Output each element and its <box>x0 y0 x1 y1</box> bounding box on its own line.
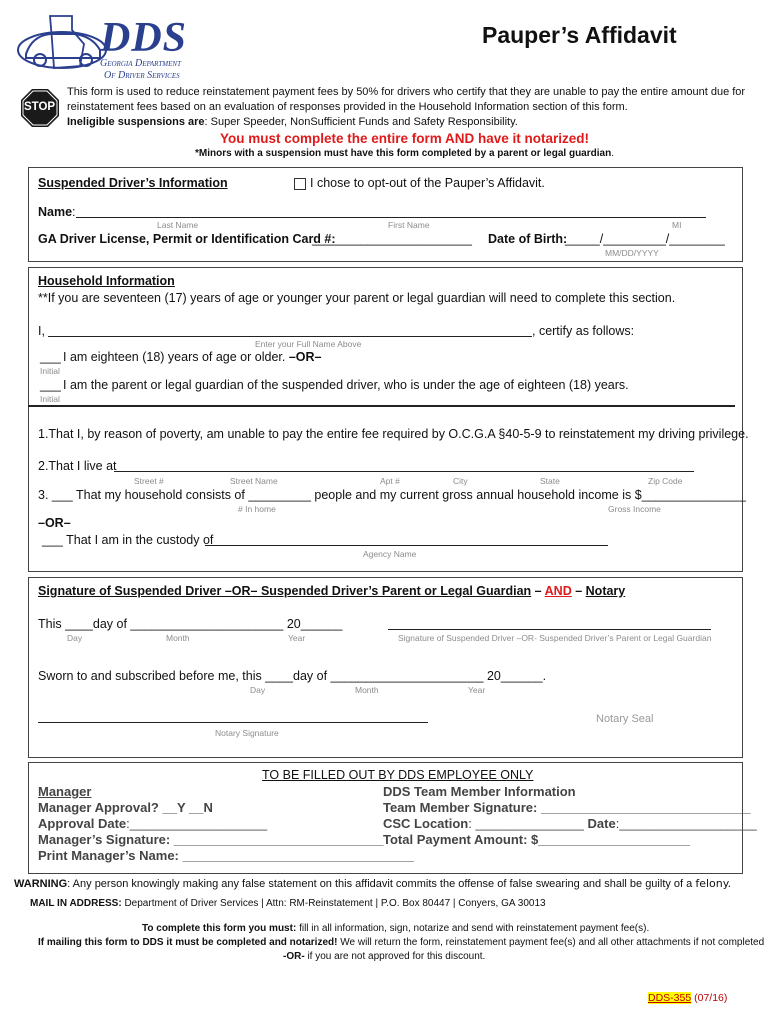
team-heading: DDS Team Member Information <box>383 784 576 799</box>
hint-gross-income: Gross Income <box>608 504 661 514</box>
mailing-text: We will return the form, reinstatement payment fee(s) and all other attachments if not completed <box>340 937 765 948</box>
hint-month-1: Month <box>166 633 190 643</box>
intro-line-1: This form is used to reduce reinstatement payment fees by 50% for drivers who certify that they are unable to pay the entire amount due for <box>67 86 746 98</box>
hint-month-2: Month <box>355 685 379 695</box>
logo-line-2: Of Driver Services <box>104 70 180 81</box>
hint-initial-2: Initial <box>40 394 60 404</box>
hint-state: State <box>540 476 560 486</box>
print-manager-name[interactable]: Print Manager’s Name: ________________________________ <box>38 848 414 863</box>
signature-heading-text: Signature of Suspended Driver –OR– Suspended Driver’s Parent or Legal Guardian <box>38 584 532 598</box>
hint-mi: MI <box>672 220 682 230</box>
license-field[interactable]: _______________________ <box>312 232 472 246</box>
mail-text: Department of Driver Services | Attn: RM-Reinstatement | P.O. Box 80447 | Conyers, GA 30013 <box>124 898 546 909</box>
signature-and: AND <box>544 584 572 598</box>
minors-note-text: *Minors with a suspension must have this form completed by a parent or legal guardian <box>195 148 612 159</box>
team-date-label: Date <box>587 816 616 831</box>
complete-label: To complete this form you must: <box>142 923 297 934</box>
name-label-colon: : <box>72 205 76 219</box>
address-field[interactable] <box>114 471 694 472</box>
signature-dash-2: – <box>575 584 583 598</box>
complete-instructions <box>142 923 649 934</box>
household-section <box>28 267 743 572</box>
not-approved-or: -OR- <box>283 951 305 962</box>
hint-last-name: Last Name <box>157 220 199 230</box>
adult-or: –OR– <box>288 350 322 364</box>
optout-label: I chose to opt-out of the Pauper’s Affidavit. <box>310 176 545 190</box>
manager-signature[interactable]: Manager’s Signature: _____________________________ <box>38 832 384 847</box>
driver-signature-field[interactable] <box>388 629 711 630</box>
agency-field[interactable] <box>205 545 608 546</box>
hint-first-name: First Name <box>388 220 430 230</box>
household-heading: Household Information <box>38 274 175 288</box>
driver-info-heading: Suspended Driver’s Information <box>38 176 228 190</box>
notary-signature-field[interactable] <box>38 722 428 723</box>
household-prefix: 3. ___ That my household consists of <box>38 488 245 502</box>
hint-initial-1: Initial <box>40 366 60 376</box>
mail-label: MAIL IN ADDRESS: <box>30 898 122 909</box>
household-size-field[interactable]: _________ <box>248 488 311 502</box>
dob-field[interactable]: _____/_________/________ <box>565 232 725 246</box>
signature-heading <box>38 584 625 598</box>
warning-felony: felony. <box>695 877 732 890</box>
ineligible-label: Ineligible suspensions are <box>67 116 205 128</box>
intro-line-2: reinstatement fees based on an evaluation of responses provided in the Household Information section of this form. <box>67 101 628 113</box>
minors-note-period: . <box>611 148 614 159</box>
this-day-line[interactable]: This ____day of ______________________ 20______ <box>38 617 343 631</box>
notarize-warning: You must complete the entire form AND have it notarized! <box>220 131 590 146</box>
full-name-field[interactable] <box>48 336 532 337</box>
i-label: I, <box>38 324 45 338</box>
mail-address-line <box>30 898 546 909</box>
warning-label: WARNING <box>14 878 68 890</box>
manager-heading: Manager <box>38 784 92 799</box>
signature-notary: Notary <box>585 584 626 598</box>
hint-year-2: Year <box>468 685 486 695</box>
name-field[interactable] <box>76 217 706 218</box>
team-signature[interactable]: Team Member Signature: _____________________________ <box>383 800 751 815</box>
hint-zip: Zip Code <box>648 476 683 486</box>
household-note: **If you are seventeen (17) years of age or younger your parent or legal guardian will need to complete this section. <box>38 291 676 305</box>
hint-year-1: Year <box>288 633 306 643</box>
hint-in-home: # In home <box>238 504 276 514</box>
total-payment[interactable]: Total Payment Amount: $_____________________ <box>383 832 691 847</box>
hint-agency: Agency Name <box>363 549 417 559</box>
approval-date-line[interactable] <box>38 816 267 831</box>
team-date-field[interactable]: :___________________ <box>615 816 757 831</box>
ineligible-line <box>67 116 518 128</box>
logo-line-1: Georgia Department <box>100 58 181 69</box>
poverty-statement: 1.That I, by reason of poverty, am unable to pay the entire fee required by O.C.G.A §40-5-9 to reinstatement my driving privilege. <box>38 427 749 441</box>
license-label: GA Driver License, Permit or Identification Card #: <box>38 232 336 246</box>
live-at-label: 2.That I live at <box>38 459 117 473</box>
complete-text: fill in all information, sign, notarize and send with reinstatement payment fee(s). <box>299 923 650 934</box>
not-approved-line <box>283 951 485 962</box>
csc-field[interactable]: : _______________ <box>468 816 584 831</box>
form-code-date: (07/16) <box>694 992 728 1004</box>
name-label-text: Name <box>38 205 73 219</box>
mailing-instructions <box>38 937 764 948</box>
guardian-text: I am the parent or legal guardian of the suspended driver, who is under the age of eighteen (18) years. <box>63 378 629 392</box>
adult-initial-field[interactable]: ___ <box>40 350 61 364</box>
hint-day-1: Day <box>67 633 83 643</box>
approval-date-field[interactable]: ___________________ <box>129 816 268 831</box>
certify-text: , certify as follows: <box>532 324 635 338</box>
signature-section <box>28 577 743 758</box>
page-title: Pauper’s Affidavit <box>482 22 677 48</box>
hint-full-name: Enter your Full Name Above <box>255 339 362 349</box>
warning-text: : Any person knowingly making any false statement on this affidavit commits the offense of false swearing and shall be guilty of a <box>67 878 693 890</box>
signature-dash-1: – <box>534 584 542 598</box>
hint-day-2: Day <box>250 685 266 695</box>
notary-seal: Notary Seal <box>596 713 654 725</box>
hint-signature: Signature of Suspended Driver –OR- Suspended Driver’s Parent or Legal Guardian <box>398 633 712 643</box>
logo-letters: DDS <box>100 15 188 61</box>
dds-logo <box>14 10 214 80</box>
stop-sign-icon <box>20 88 60 128</box>
warning-line <box>14 877 731 890</box>
optout-checkbox[interactable] <box>294 178 306 190</box>
sworn-line[interactable]: Sworn to and subscribed before me, this ____day of ______________________ 20______. <box>38 669 547 683</box>
approval-date-label: Approval Date <box>38 816 127 831</box>
approval-date-colon: : <box>126 816 130 831</box>
dob-label: Date of Birth: <box>488 232 568 246</box>
household-size-line <box>38 488 746 502</box>
adult-line <box>63 350 322 364</box>
custody-text: ___ That I am in the custody of <box>42 533 214 547</box>
hint-street-no: Street # <box>134 476 164 486</box>
household-mid: people and my current gross annual household income is $ <box>314 488 642 502</box>
stop-label: STOP <box>24 101 56 113</box>
minors-note <box>195 148 614 159</box>
georgia-car-logo-icon <box>14 10 114 80</box>
manager-approval[interactable]: Manager Approval? __Y __N <box>38 800 213 815</box>
or-separator: –OR– <box>38 516 71 530</box>
csc-location-line[interactable] <box>383 816 757 831</box>
adult-text: I am eighteen (18) years of age or older. <box>63 350 286 364</box>
name-label <box>38 205 76 219</box>
mailing-label: If mailing this form to DDS it must be completed and notarized! <box>38 937 338 948</box>
employee-heading: TO BE FILLED OUT BY DDS EMPLOYEE ONLY <box>262 768 534 782</box>
csc-label: CSC Location <box>383 816 469 831</box>
guardian-initial-field[interactable]: ___ <box>40 378 61 392</box>
hint-city: City <box>453 476 468 486</box>
hint-apt: Apt # <box>380 476 400 486</box>
hint-street-name: Street Name <box>230 476 278 486</box>
household-divider <box>28 405 735 407</box>
income-field[interactable]: _______________ <box>641 488 746 502</box>
hint-dob: MM/DD/YYYY <box>605 248 659 258</box>
not-approved-text: if you are not approved for this discount. <box>307 951 486 962</box>
ineligible-text: : Super Speeder, NonSufficient Funds and Safety Responsibility. <box>204 116 518 128</box>
hint-notary-signature: Notary Signature <box>215 728 279 738</box>
form-code-number: DDS-355 <box>648 992 692 1004</box>
form-code <box>648 992 727 1004</box>
